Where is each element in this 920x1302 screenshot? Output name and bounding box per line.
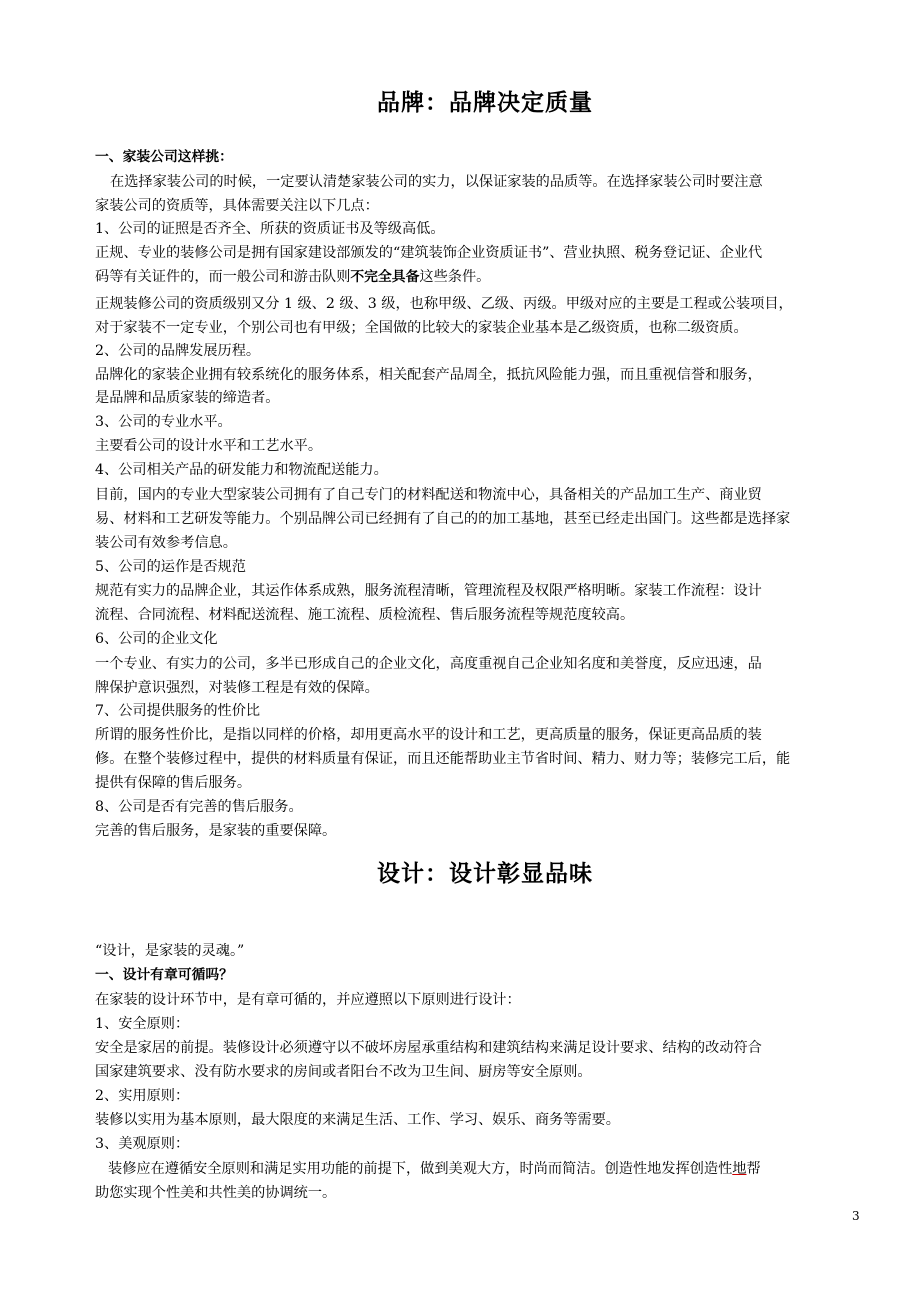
intro-line-2: 家装公司的资质等，具体需要关注以下几点：	[95, 198, 379, 214]
point-4-text-3: 装公司有效参考信息。	[95, 535, 237, 551]
rule-2-title: 2、实用原则：	[95, 1088, 190, 1104]
point-4-text-1: 目前，国内的专业大型家装公司拥有了自己专门的材料配送和物流中心，具备相关的产品加工生产、商业贸	[95, 487, 762, 503]
point-1-text-b2: 对于家装不一定专业，个别公司也有甲级；全国做的比较大的家装企业基本是乙级资质，也称二级资质。	[95, 320, 748, 336]
point-4-text-2: 易、材料和工艺研发等能力。个别品牌公司已经拥有了自己的的加工基地，甚至已经走出国门。这些都是选择家	[95, 511, 791, 527]
design-intro: 在家装的设计环节中，是有章可循的，并应遵照以下原则进行设计：	[95, 992, 521, 1008]
design-quote: “设计，是家装的灵魂。”	[95, 943, 245, 959]
section-title-brand: 品牌：品牌决定质量	[377, 90, 593, 116]
heading-design-rules: 一、设计有章可循吗？	[95, 967, 233, 983]
point-7-text-3: 提供有保障的售后服务。	[95, 775, 252, 791]
point-7-text-2: 修。在整个装修过程中，提供的材料质量有保证，而且还能帮助业主节省时间、精力、财力等；装修完工后，能	[95, 751, 791, 767]
section-title-design: 设计：设计彰显品味	[377, 861, 593, 887]
point-3-text-1: 主要看公司的设计水平和工艺水平。	[95, 438, 323, 454]
heading-choose-company: 一、家装公司这样挑：	[95, 149, 233, 165]
point-1-text-b1: 正规装修公司的资质级别又分 1 级、2 级、3 级，也称甲级、乙级、丙级。甲级对应的主要是工程或公装项目，	[95, 296, 793, 312]
point-5-text-1: 规范有实力的品牌企业，其运作体系成熟，服务流程清晰，管理流程及权限严格明晰。家装工作流程：设计	[95, 583, 762, 599]
point-1-text-a2-post: 这些条件。	[419, 269, 491, 285]
point-1-text-a2	[95, 267, 490, 287]
point-6-title: 6、公司的企业文化	[95, 631, 218, 647]
rule-2-text-1: 装修以实用为基本原则，最大限度的来满足生活、工作、学习、娱乐、商务等需要。	[95, 1112, 620, 1128]
rule-3-text-1-post: 帮	[746, 1161, 761, 1177]
rule-1-text-1: 安全是家居的前提。装修设计必须遵守以不破坏房屋承重结构和建筑结构来满足设计要求、结构的改动符合	[95, 1040, 762, 1056]
point-1-title: 1、公司的证照是否齐全、所获的资质证书及等级高低。	[95, 221, 445, 237]
point-2-text-1: 品牌化的家装企业拥有较系统化的服务体系，相关配套产品周全，抵抗风险能力强，而且重视信誉和服务，	[95, 367, 762, 383]
intro-line-1: 在选择家装公司的时候，一定要认清楚家装公司的实力，以保证家装的品质等。在选择家装公司时要注意	[110, 174, 763, 190]
point-8-title: 8、公司是否有完善的售后服务。	[95, 799, 303, 815]
rule-3-text-1-underlined: 地	[732, 1161, 747, 1177]
point-7-text-1: 所谓的服务性价比，是指以同样的价格，却用更高水平的设计和工艺，更高质量的服务，保证更高品质的装	[95, 727, 762, 743]
point-4-title: 4、公司相关产品的研发能力和物流配送能力。	[95, 462, 388, 478]
point-1-text-a2-bold: 不完全具备	[350, 269, 420, 285]
rule-3-text-2: 助您实现个性美和共性美的协调统一。	[95, 1185, 337, 1201]
point-6-text-2: 牌保护意识强烈，对装修工程是有效的保障。	[95, 680, 379, 696]
point-7-title: 7、公司提供服务的性价比	[95, 703, 261, 719]
point-8-text-1: 完善的售后服务，是家装的重要保障。	[95, 823, 337, 839]
point-2-title: 2、公司的品牌发展历程。	[95, 343, 261, 359]
page-number: 3	[852, 1209, 860, 1223]
point-2-text-2: 是品牌和品质家装的缔造者。	[95, 390, 280, 406]
rule-3-text-1-pre: 装修应在遵循安全原则和满足实用功能的前提下，做到美观大方，时尚而简洁。创造性地发挥创造性	[108, 1161, 733, 1177]
point-1-text-a1: 正规、专业的装修公司是拥有国家建设部颁发的“建筑装饰企业资质证书”、营业执照、税务登记证、企业代	[95, 245, 763, 261]
rule-1-title: 1、安全原则：	[95, 1016, 190, 1032]
rule-1-text-2: 国家建筑要求、没有防水要求的房间或者阳台不改为卫生间、厨房等安全原则。	[95, 1064, 592, 1080]
point-6-text-1: 一个专业、有实力的公司，多半已形成自己的企业文化，高度重视自己企业知名度和美誉度，反应迅速，品	[95, 656, 762, 672]
point-5-title: 5、公司的运作是否规范	[95, 559, 246, 575]
rule-3-text-1	[108, 1159, 761, 1179]
point-1-text-a2-pre: 码等有关证件的，而一般公司和游击队则	[95, 269, 351, 285]
rule-3-title: 3、美观原则：	[95, 1136, 190, 1152]
point-3-title: 3、公司的专业水平。	[95, 414, 232, 430]
point-5-text-2: 流程、合同流程、材料配送流程、施工流程、质检流程、售后服务流程等规范度较高。	[95, 607, 635, 623]
